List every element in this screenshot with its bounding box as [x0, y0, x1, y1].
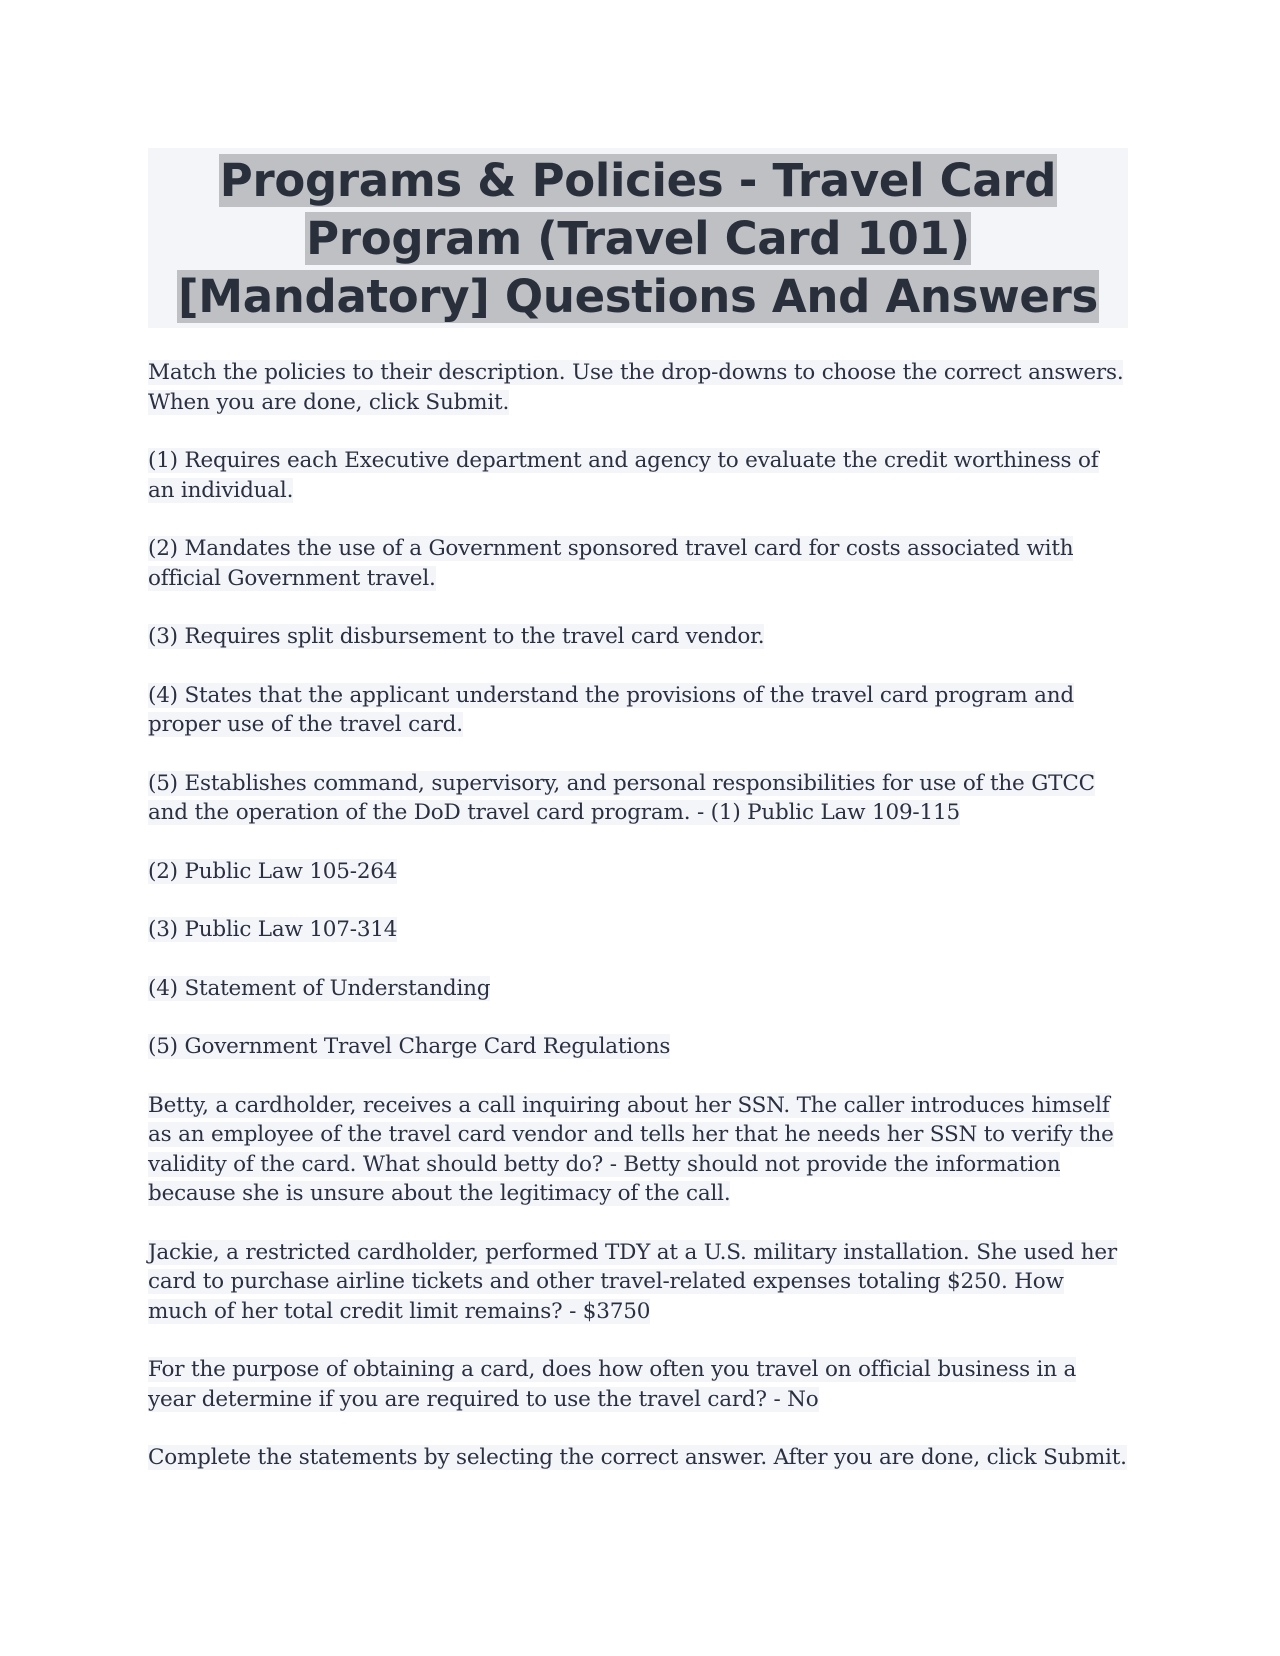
title-block [148, 148, 1128, 328]
paragraph-policy-1: (1) Requires each Executive department and agency to evaluate the credit worthiness of an individual. [148, 448, 1099, 503]
paragraph-policy-3: (3) Requires split disbursement to the travel card vendor. [148, 624, 765, 649]
paragraph-answer-3: (3) Public Law 107-314 [148, 917, 398, 942]
document-title: Programs & Policies - Travel Card Program (Travel Card 101) [Mandatory] Questions And Answers [177, 154, 1098, 323]
paragraph-instructions: Match the policies to their description. Use the drop-downs to choose the correct answers. When you are done, click Submit. [148, 360, 1124, 415]
paragraph-jackie-question: Jackie, a restricted cardholder, performed TDY at a U.S. military installation. She used her card to purchase airline tickets and other travel-related expenses totaling $250. How much of her total credit limit remains? - $3750 [148, 1239, 1117, 1324]
paragraph-betty-question: Betty, a cardholder, receives a call inquiring about her SSN. The caller introduces himself as an employee of the travel card vendor and tells her that he needs her SSN to verify the validity of the card. What should betty do? - Betty should not provide the information because she is unsure about the legitimacy of the call. [148, 1092, 1114, 1206]
paragraph-policy-4: (4) States that the applicant understand the provisions of the travel card program and proper use of the travel card. [148, 682, 1074, 737]
paragraph-answer-5: (5) Government Travel Charge Card Regulations [148, 1034, 671, 1059]
paragraph-complete-statements: Complete the statements by selecting the correct answer. After you are done, click Submit. [148, 1445, 1127, 1470]
paragraph-policy-5: (5) Establishes command, supervisory, and personal responsibilities for use of the GTCC and the operation of the DoD travel card program. - (1) Public Law 109-115 [148, 770, 1095, 825]
paragraph-answer-4: (4) Statement of Understanding [148, 975, 491, 1001]
document-page [148, 148, 1128, 1502]
paragraph-policy-2: (2) Mandates the use of a Government sponsored travel card for costs associated with official Government travel. [148, 536, 1074, 591]
paragraph-travel-frequency-question: For the purpose of obtaining a card, does how often you travel on official business in a year determine if you are required to use the travel card? - No [148, 1357, 1077, 1412]
paragraph-answer-2: (2) Public Law 105-264 [148, 858, 398, 884]
